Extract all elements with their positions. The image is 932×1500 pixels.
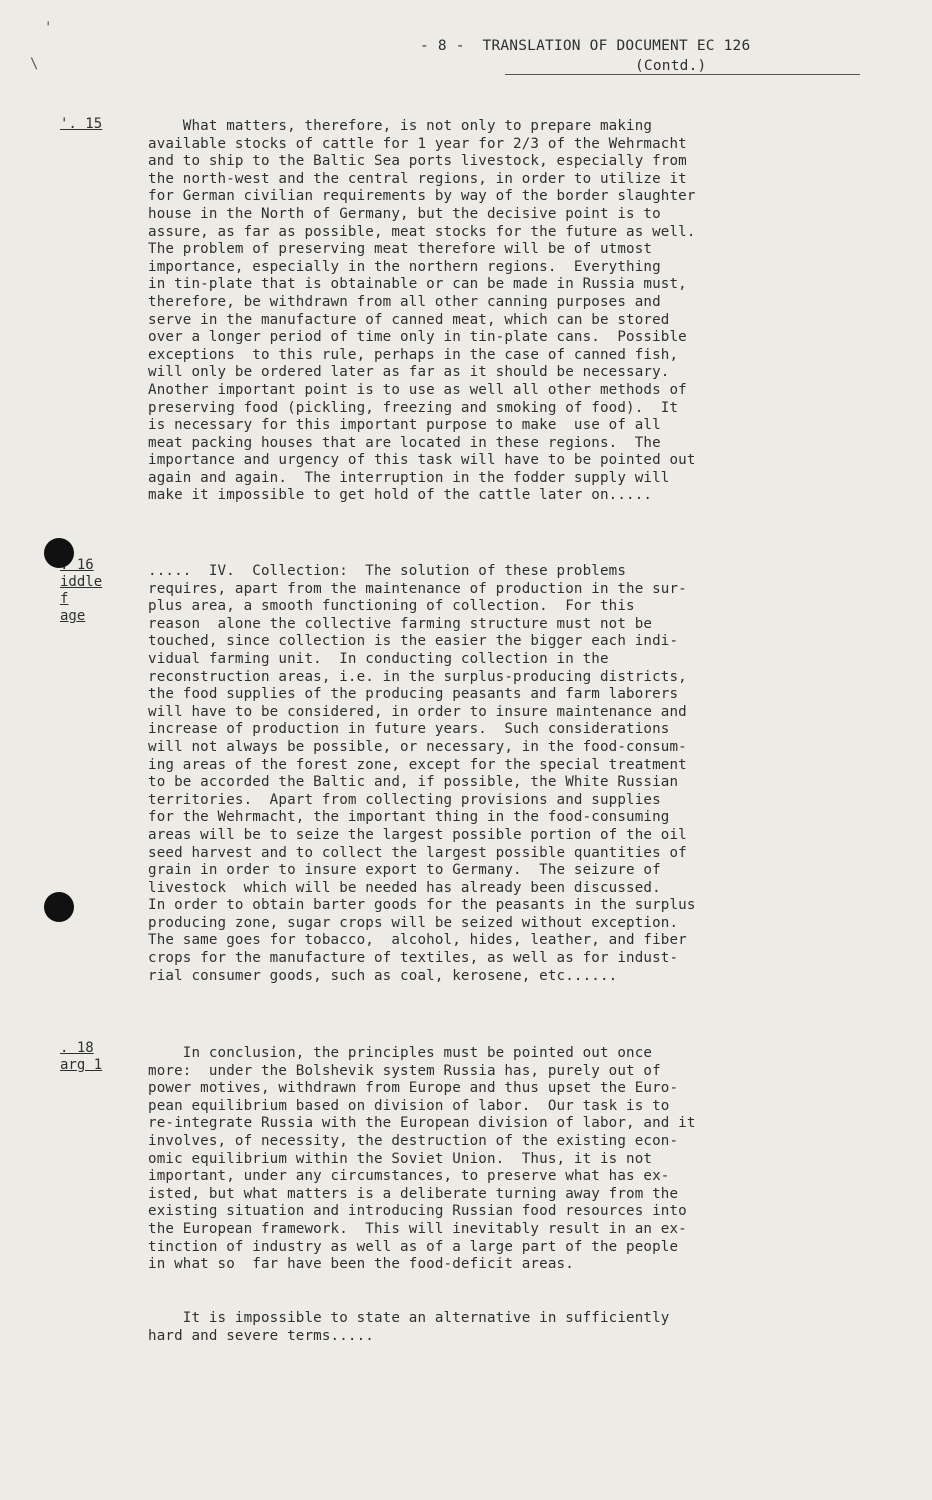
text-line: importance, especially in the northern regions. Everything — [148, 258, 661, 275]
text-line: therefore, be withdrawn from all other canning purposes and — [148, 293, 661, 310]
text-line: important, under any circumstances, to preserve what has ex- — [148, 1168, 670, 1185]
text-line: for German civilian requirements by way of the border slaughter — [148, 188, 696, 205]
text-line: ing areas of the forest zone, except for the special treatment — [148, 756, 687, 773]
text-line: existing situation and introducing Russian food resources into — [148, 1203, 687, 1220]
text-line: What matters, therefore, is not only to prepare making — [148, 118, 653, 134]
text-line: will have to be considered, in order to insure maintenance and — [148, 703, 687, 720]
text-line: is necessary for this important purpose to make use of all — [148, 417, 661, 434]
page-header — [420, 36, 860, 76]
text-line: more: under the Bolshevik system Russia has, purely out of — [148, 1062, 661, 1079]
text-line: reason alone the collective farming structure must not be — [148, 615, 653, 632]
text-line: It is impossible to state an alternative in sufficiently — [148, 1310, 670, 1326]
text-line: crops for the manufacture of textiles, as well as for indust- — [148, 950, 679, 967]
punch-hole-bottom — [44, 892, 74, 922]
paragraph-15 — [148, 118, 883, 505]
text-line: seed harvest and to collect the largest possible quantities of — [148, 844, 687, 861]
text-line: assure, as far as possible, meat stocks for the future as well. — [148, 223, 696, 240]
text-line: importance and urgency of this task will have to be pointed out — [148, 452, 696, 469]
text-line: in what so far have been the food-deficit areas. — [148, 1256, 574, 1273]
text-line: available stocks of cattle for 1 year for 2/3 of the Wehrmacht — [148, 135, 687, 152]
margin-mark: \ — [30, 56, 39, 72]
text-line: requires, apart from the maintenance of production in the sur- — [148, 580, 687, 597]
text-line: and to ship to the Baltic Sea ports livestock, especially from — [148, 153, 687, 170]
text-line: the food supplies of the producing peasants and farm laborers — [148, 686, 679, 703]
text-line: pean equilibrium based on division of labor. Our task is to — [148, 1097, 670, 1114]
text-line: preserving food (pickling, freezing and smoking of food). It — [148, 399, 679, 416]
text-line: omic equilibrium within the Soviet Union. Thus, it is not — [148, 1150, 653, 1167]
text-line: the European framework. This will inevitably result in an ex- — [148, 1220, 687, 1237]
text-line: meat packing houses that are located in these regions. The — [148, 434, 661, 451]
text-line: plus area, a smooth functioning of collection. For this — [148, 598, 635, 615]
text-line: The same goes for tobacco, alcohol, hides, leather, and fiber — [148, 932, 687, 949]
text-line: serve in the manufacture of canned meat, which can be stored — [148, 311, 670, 328]
paragraph-18 — [148, 1045, 883, 1274]
text-line: The problem of preserving meat therefore will be of utmost — [148, 241, 653, 258]
header-title: - 8 - TRANSLATION OF DOCUMENT EC 126 — [420, 38, 751, 54]
text-line: reconstruction areas, i.e. in the surplus-producing districts, — [148, 668, 687, 685]
header-rule — [505, 74, 860, 76]
text-line: vidual farming unit. In conducting collection in the — [148, 650, 609, 667]
text-line: grain in order to insure export to Germany. The seizure of — [148, 862, 661, 879]
text-line: increase of production in future years. Such considerations — [148, 721, 670, 738]
text-line: hard and severe terms..... — [148, 1327, 374, 1344]
text-line: areas will be to seize the largest possible portion of the oil — [148, 826, 687, 843]
text-line: In conclusion, the principles must be pointed out once — [148, 1045, 653, 1061]
text-line: house in the North of Germany, but the decisive point is to — [148, 205, 661, 222]
text-line: rial consumer goods, such as coal, kerosene, etc...... — [148, 967, 618, 984]
text-line: the north-west and the central regions, in order to utilize it — [148, 170, 687, 187]
margin-ref-16: . 16 iddle f age — [60, 557, 103, 624]
margin-mark-top: ' — [44, 20, 53, 36]
text-line: involves, of necessity, the destruction of the existing econ- — [148, 1132, 679, 1149]
text-line: livestock which will be needed has already been discussed. — [148, 879, 661, 896]
text-line: make it impossible to get hold of the cattle later on..... — [148, 487, 653, 504]
text-line: again and again. The interruption in the fodder supply will — [148, 469, 670, 486]
paragraph-16 — [148, 563, 883, 985]
header-contd: (Contd.) — [635, 58, 707, 74]
text-line: Another important point is to use as well all other methods of — [148, 381, 687, 398]
text-line: in tin-plate that is obtainable or can be made in Russia must, — [148, 276, 687, 293]
paragraph-closing — [148, 1310, 883, 1345]
text-line: producing zone, sugar crops will be seized without exception. — [148, 914, 679, 931]
text-line: will only be ordered later as far as it should be necessary. — [148, 364, 670, 381]
text-line: In order to obtain barter goods for the peasants in the surplus — [148, 897, 696, 914]
text-line: power motives, withdrawn from Europe and thus upset the Euro- — [148, 1080, 679, 1097]
text-line: re-integrate Russia with the European division of labor, and it — [148, 1115, 696, 1132]
margin-ref-15: '. 15 — [60, 116, 103, 132]
text-line: to be accorded the Baltic and, if possible, the White Russian — [148, 774, 679, 791]
text-line: for the Wehrmacht, the important thing in the food-consuming — [148, 809, 670, 826]
text-line: exceptions to this rule, perhaps in the case of canned fish, — [148, 346, 679, 363]
text-line: touched, since collection is the easier the bigger each indi- — [148, 633, 679, 650]
text-line: territories. Apart from collecting provisions and supplies — [148, 791, 661, 808]
text-line: ..... IV. Collection: The solution of these problems — [148, 563, 627, 579]
margin-ref-18: . 18 arg 1 — [60, 1040, 103, 1073]
text-line: tinction of industry as well as of a large part of the people — [148, 1238, 679, 1255]
text-line: will not always be possible, or necessary, in the food-consum- — [148, 738, 687, 755]
text-line: over a longer period of time only in tin-plate cans. Possible — [148, 329, 687, 346]
text-line: isted, but what matters is a deliberate turning away from the — [148, 1185, 679, 1202]
